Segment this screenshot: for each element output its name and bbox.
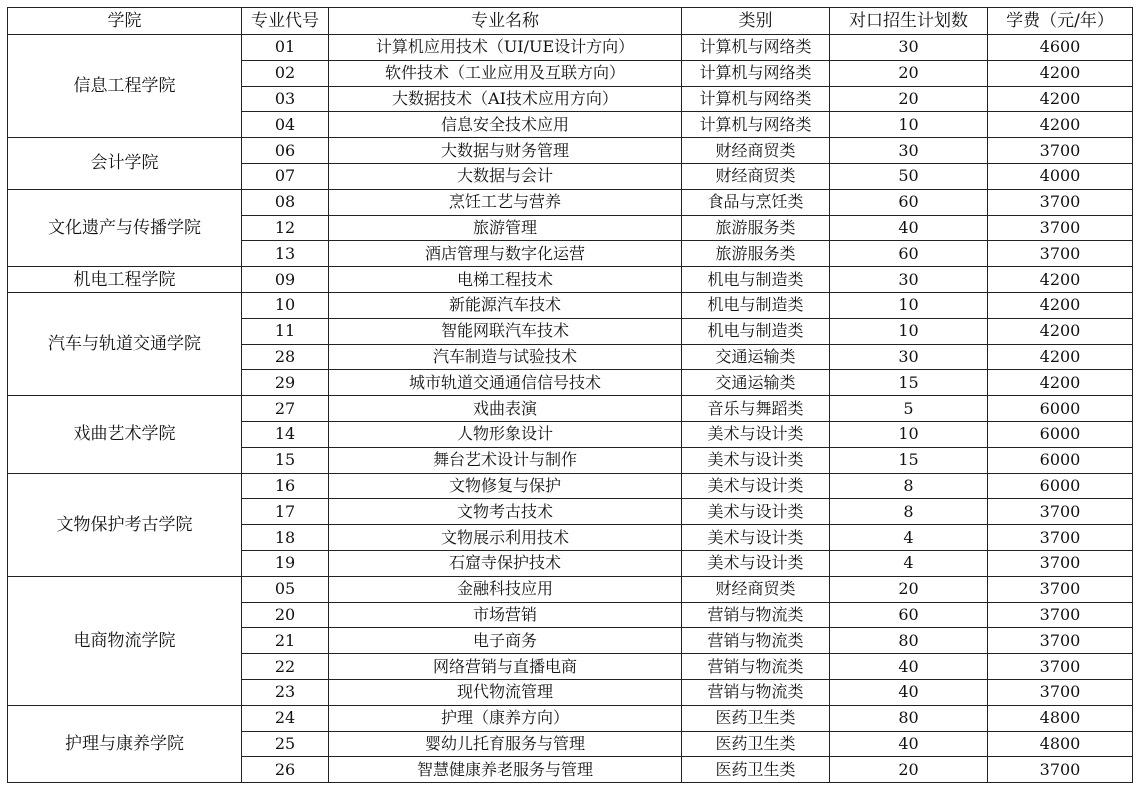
tuition-cell: 4000: [988, 163, 1133, 189]
tuition-cell: 4800: [988, 705, 1133, 731]
tuition-cell: 4200: [988, 60, 1133, 86]
table-row: [8, 267, 1133, 293]
major-code-cell: 26: [242, 757, 329, 783]
header-college: 学院: [8, 8, 242, 35]
college-cell: 信息工程学院: [8, 35, 242, 138]
major-code-cell: 23: [242, 679, 329, 705]
category-cell: 财经商贸类: [682, 576, 830, 602]
enrollment-plan-cell: 15: [830, 370, 988, 396]
category-cell: 营销与物流类: [682, 628, 830, 654]
category-cell: 计算机与网络类: [682, 35, 830, 61]
tuition-cell: 3700: [988, 679, 1133, 705]
enrollment-table: [7, 7, 1133, 783]
table-row: [8, 138, 1133, 164]
major-name-cell: 烹饪工艺与营养: [329, 189, 682, 215]
major-code-cell: 02: [242, 60, 329, 86]
tuition-cell: 3700: [988, 138, 1133, 164]
major-code-cell: 15: [242, 447, 329, 473]
category-cell: 财经商贸类: [682, 163, 830, 189]
table-body: [8, 35, 1133, 783]
tuition-cell: 3700: [988, 550, 1133, 576]
enrollment-plan-cell: 5: [830, 396, 988, 422]
tuition-cell: 6000: [988, 473, 1133, 499]
table-row: [8, 189, 1133, 215]
major-name-cell: 戏曲表演: [329, 396, 682, 422]
major-code-cell: 18: [242, 525, 329, 551]
table-row: [8, 35, 1133, 61]
category-cell: 旅游服务类: [682, 241, 830, 267]
major-code-cell: 25: [242, 731, 329, 757]
category-cell: 计算机与网络类: [682, 60, 830, 86]
enrollment-plan-cell: 20: [830, 757, 988, 783]
enrollment-plan-cell: 80: [830, 705, 988, 731]
major-name-cell: 护理（康养方向）: [329, 705, 682, 731]
category-cell: 美术与设计类: [682, 525, 830, 551]
major-name-cell: 现代物流管理: [329, 679, 682, 705]
major-name-cell: 人物形象设计: [329, 421, 682, 447]
tuition-cell: 4800: [988, 731, 1133, 757]
tuition-cell: 4200: [988, 344, 1133, 370]
college-cell: 护理与康养学院: [8, 705, 242, 782]
enrollment-plan-cell: 8: [830, 499, 988, 525]
major-code-cell: 13: [242, 241, 329, 267]
college-cell: 汽车与轨道交通学院: [8, 292, 242, 395]
tuition-cell: 4200: [988, 112, 1133, 138]
college-cell: 戏曲艺术学院: [8, 396, 242, 473]
tuition-cell: 3700: [988, 757, 1133, 783]
major-code-cell: 24: [242, 705, 329, 731]
category-cell: 音乐与舞蹈类: [682, 396, 830, 422]
category-cell: 营销与物流类: [682, 679, 830, 705]
enrollment-plan-cell: 30: [830, 267, 988, 293]
college-cell: 文化遗产与传播学院: [8, 189, 242, 266]
enrollment-plan-cell: 60: [830, 189, 988, 215]
major-name-cell: 大数据与财务管理: [329, 138, 682, 164]
enrollment-plan-cell: 40: [830, 731, 988, 757]
tuition-cell: 4200: [988, 267, 1133, 293]
enrollment-plan-cell: 20: [830, 60, 988, 86]
major-name-cell: 计算机应用技术（UI/UE设计方向）: [329, 35, 682, 61]
category-cell: 美术与设计类: [682, 421, 830, 447]
category-cell: 美术与设计类: [682, 550, 830, 576]
major-name-cell: 汽车制造与试验技术: [329, 344, 682, 370]
major-name-cell: 电子商务: [329, 628, 682, 654]
major-name-cell: 电梯工程技术: [329, 267, 682, 293]
category-cell: 交通运输类: [682, 370, 830, 396]
enrollment-plan-cell: 30: [830, 35, 988, 61]
enrollment-plan-cell: 10: [830, 318, 988, 344]
major-name-cell: 信息安全技术应用: [329, 112, 682, 138]
major-name-cell: 石窟寺保护技术: [329, 550, 682, 576]
category-cell: 机电与制造类: [682, 318, 830, 344]
major-name-cell: 新能源汽车技术: [329, 292, 682, 318]
major-code-cell: 12: [242, 215, 329, 241]
major-name-cell: 文物展示利用技术: [329, 525, 682, 551]
major-name-cell: 文物考古技术: [329, 499, 682, 525]
category-cell: 机电与制造类: [682, 292, 830, 318]
category-cell: 计算机与网络类: [682, 112, 830, 138]
header-row: [8, 8, 1133, 35]
tuition-cell: 3700: [988, 628, 1133, 654]
major-name-cell: 旅游管理: [329, 215, 682, 241]
enrollment-plan-cell: 4: [830, 550, 988, 576]
enrollment-plan-cell: 40: [830, 215, 988, 241]
major-name-cell: 金融科技应用: [329, 576, 682, 602]
tuition-cell: 3700: [988, 576, 1133, 602]
major-code-cell: 10: [242, 292, 329, 318]
major-name-cell: 城市轨道交通通信信号技术: [329, 370, 682, 396]
category-cell: 医药卫生类: [682, 731, 830, 757]
major-name-cell: 婴幼儿托育服务与管理: [329, 731, 682, 757]
category-cell: 旅游服务类: [682, 215, 830, 241]
tuition-cell: 4200: [988, 370, 1133, 396]
enrollment-plan-cell: 8: [830, 473, 988, 499]
tuition-cell: 6000: [988, 421, 1133, 447]
enrollment-plan-cell: 20: [830, 86, 988, 112]
category-cell: 交通运输类: [682, 344, 830, 370]
major-name-cell: 智慧健康养老服务与管理: [329, 757, 682, 783]
major-code-cell: 16: [242, 473, 329, 499]
enrollment-plan-cell: 50: [830, 163, 988, 189]
tuition-cell: 3700: [988, 602, 1133, 628]
tuition-cell: 3700: [988, 215, 1133, 241]
enrollment-plan-cell: 60: [830, 241, 988, 267]
enrollment-plan-cell: 10: [830, 112, 988, 138]
major-name-cell: 酒店管理与数字化运营: [329, 241, 682, 267]
table-row: [8, 576, 1133, 602]
header-major-name: 专业名称: [329, 8, 682, 35]
enrollment-plan-cell: 10: [830, 421, 988, 447]
tuition-cell: 4200: [988, 86, 1133, 112]
major-code-cell: 19: [242, 550, 329, 576]
category-cell: 医药卫生类: [682, 705, 830, 731]
tuition-cell: 3700: [988, 654, 1133, 680]
major-code-cell: 04: [242, 112, 329, 138]
category-cell: 美术与设计类: [682, 499, 830, 525]
major-name-cell: 智能网联汽车技术: [329, 318, 682, 344]
tuition-cell: 4200: [988, 292, 1133, 318]
major-code-cell: 09: [242, 267, 329, 293]
major-code-cell: 11: [242, 318, 329, 344]
tuition-cell: 3700: [988, 499, 1133, 525]
major-code-cell: 07: [242, 163, 329, 189]
enrollment-plan-cell: 80: [830, 628, 988, 654]
major-name-cell: 软件技术（工业应用及互联方向）: [329, 60, 682, 86]
major-code-cell: 03: [242, 86, 329, 112]
major-code-cell: 08: [242, 189, 329, 215]
category-cell: 财经商贸类: [682, 138, 830, 164]
tuition-cell: 6000: [988, 447, 1133, 473]
major-code-cell: 05: [242, 576, 329, 602]
major-name-cell: 大数据技术（AI技术应用方向）: [329, 86, 682, 112]
enrollment-plan-cell: 15: [830, 447, 988, 473]
category-cell: 营销与物流类: [682, 654, 830, 680]
major-code-cell: 27: [242, 396, 329, 422]
tuition-cell: 4200: [988, 318, 1133, 344]
header-enrollment-plan: 对口招生计划数: [830, 8, 988, 35]
tuition-cell: 3700: [988, 189, 1133, 215]
major-name-cell: 市场营销: [329, 602, 682, 628]
header-major-code: 专业代号: [242, 8, 329, 35]
major-code-cell: 22: [242, 654, 329, 680]
enrollment-plan-cell: 30: [830, 344, 988, 370]
header-tuition: 学费（元/年）: [988, 8, 1133, 35]
major-code-cell: 29: [242, 370, 329, 396]
major-name-cell: 大数据与会计: [329, 163, 682, 189]
enrollment-plan-cell: 40: [830, 679, 988, 705]
major-code-cell: 17: [242, 499, 329, 525]
table-row: [8, 705, 1133, 731]
table-row: [8, 473, 1133, 499]
college-cell: 电商物流学院: [8, 576, 242, 705]
category-cell: 食品与烹饪类: [682, 189, 830, 215]
major-code-cell: 28: [242, 344, 329, 370]
table-row: [8, 396, 1133, 422]
college-cell: 文物保护考古学院: [8, 473, 242, 576]
enrollment-plan-cell: 40: [830, 654, 988, 680]
major-code-cell: 14: [242, 421, 329, 447]
tuition-cell: 3700: [988, 525, 1133, 551]
category-cell: 美术与设计类: [682, 447, 830, 473]
enrollment-plan-cell: 30: [830, 138, 988, 164]
enrollment-plan-cell: 20: [830, 576, 988, 602]
college-cell: 会计学院: [8, 138, 242, 190]
category-cell: 医药卫生类: [682, 757, 830, 783]
header-category: 类别: [682, 8, 830, 35]
major-name-cell: 文物修复与保护: [329, 473, 682, 499]
major-code-cell: 01: [242, 35, 329, 61]
tuition-cell: 4600: [988, 35, 1133, 61]
tuition-cell: 6000: [988, 396, 1133, 422]
table-row: [8, 292, 1133, 318]
college-cell: 机电工程学院: [8, 267, 242, 293]
enrollment-plan-cell: 10: [830, 292, 988, 318]
category-cell: 计算机与网络类: [682, 86, 830, 112]
major-code-cell: 20: [242, 602, 329, 628]
enrollment-plan-cell: 60: [830, 602, 988, 628]
tuition-cell: 3700: [988, 241, 1133, 267]
major-code-cell: 21: [242, 628, 329, 654]
major-name-cell: 舞台艺术设计与制作: [329, 447, 682, 473]
category-cell: 营销与物流类: [682, 602, 830, 628]
category-cell: 美术与设计类: [682, 473, 830, 499]
major-name-cell: 网络营销与直播电商: [329, 654, 682, 680]
document-page: [7, 7, 1133, 783]
major-code-cell: 06: [242, 138, 329, 164]
enrollment-plan-cell: 4: [830, 525, 988, 551]
category-cell: 机电与制造类: [682, 267, 830, 293]
